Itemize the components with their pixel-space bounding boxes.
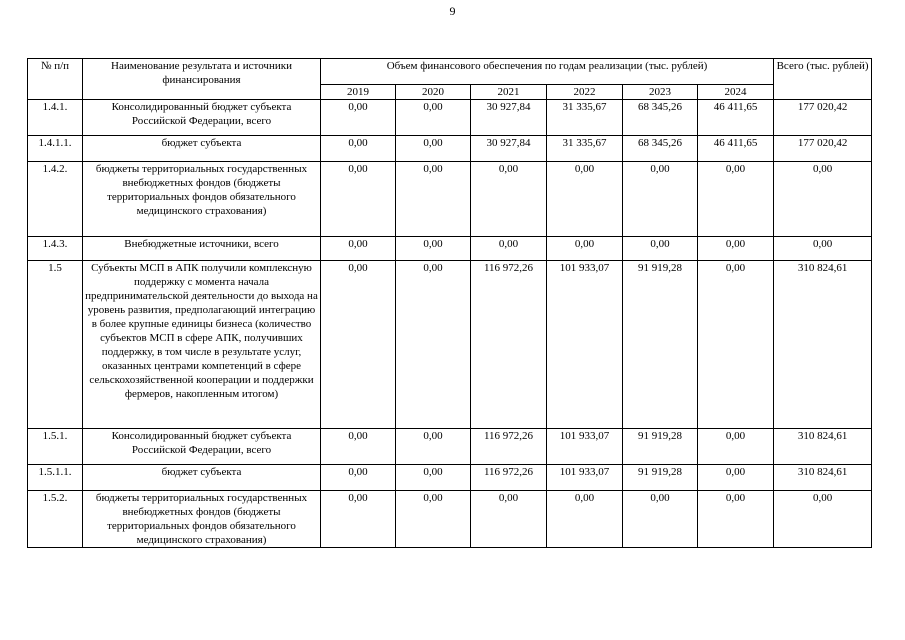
- year-value: 0,00: [396, 465, 471, 491]
- row-name: Консолидированный бюджет субъекта Российской Федерации, всего: [83, 100, 321, 136]
- header-year: 2019: [321, 85, 396, 100]
- year-value: 0,00: [698, 162, 774, 237]
- year-value: 116 972,26: [471, 465, 547, 491]
- year-value: 30 927,84: [471, 100, 547, 136]
- year-value: 0,00: [623, 237, 698, 261]
- row-name: Консолидированный бюджет субъекта Российской Федерации, всего: [83, 429, 321, 465]
- row-total: 310 824,61: [774, 261, 872, 429]
- row-number: 1.5.1.: [28, 429, 83, 465]
- table-row: [28, 162, 872, 237]
- year-value: 0,00: [396, 491, 471, 548]
- year-value: 0,00: [321, 261, 396, 429]
- year-value: 46 411,65: [698, 100, 774, 136]
- year-value: 116 972,26: [471, 261, 547, 429]
- year-value: 0,00: [396, 261, 471, 429]
- table-row: [28, 491, 872, 548]
- row-number: 1.4.1.: [28, 100, 83, 136]
- year-value: 0,00: [471, 491, 547, 548]
- header-year: 2023: [623, 85, 698, 100]
- row-total: 177 020,42: [774, 100, 872, 136]
- year-value: 31 335,67: [547, 100, 623, 136]
- header-num: № п/п: [28, 59, 83, 100]
- table-row: [28, 429, 872, 465]
- table-row: [28, 261, 872, 429]
- header-year: 2022: [547, 85, 623, 100]
- year-value: 0,00: [547, 491, 623, 548]
- row-total: 310 824,61: [774, 465, 872, 491]
- year-value: 0,00: [698, 465, 774, 491]
- table-row: [28, 237, 872, 261]
- year-value: 0,00: [396, 162, 471, 237]
- year-value: 68 345,26: [623, 100, 698, 136]
- year-value: 0,00: [623, 162, 698, 237]
- header-year: 2021: [471, 85, 547, 100]
- table-row: [28, 136, 872, 162]
- year-value: 0,00: [698, 491, 774, 548]
- header-year: 2024: [698, 85, 774, 100]
- year-value: 68 345,26: [623, 136, 698, 162]
- row-number: 1.5.2.: [28, 491, 83, 548]
- table-row: [28, 100, 872, 136]
- year-value: 0,00: [698, 237, 774, 261]
- year-value: 0,00: [396, 237, 471, 261]
- row-name: бюджет субъекта: [83, 465, 321, 491]
- row-name: Субъекты МСП в АПК получили комплексную поддержку с момента начала предпринимательской деятельности до выхода на уровень развития, предполагающий интеграцию в более крупные единицы бизнеса (количество субъектов МСП в сфере АПК, получивших поддержку, в том числе в результате услуг, оказанных центрами компетенций в сфере сельскохозяйственной кооперации и поддержки фермеров, накопленным итогом): [83, 261, 321, 429]
- year-value: 101 933,07: [547, 429, 623, 465]
- year-value: 116 972,26: [471, 429, 547, 465]
- row-number: 1.4.3.: [28, 237, 83, 261]
- year-value: 0,00: [396, 100, 471, 136]
- row-name: бюджет субъекта: [83, 136, 321, 162]
- year-value: 46 411,65: [698, 136, 774, 162]
- year-value: 0,00: [321, 429, 396, 465]
- row-number: 1.5: [28, 261, 83, 429]
- year-value: 0,00: [547, 237, 623, 261]
- row-number: 1.4.1.1.: [28, 136, 83, 162]
- row-total: 310 824,61: [774, 429, 872, 465]
- row-total: 0,00: [774, 491, 872, 548]
- year-value: 101 933,07: [547, 261, 623, 429]
- year-value: 0,00: [396, 136, 471, 162]
- year-value: 0,00: [321, 465, 396, 491]
- year-value: 101 933,07: [547, 465, 623, 491]
- year-value: 0,00: [321, 100, 396, 136]
- year-value: 91 919,28: [623, 429, 698, 465]
- year-value: 0,00: [321, 237, 396, 261]
- page-number: 9: [449, 4, 456, 18]
- year-value: 0,00: [321, 162, 396, 237]
- year-value: 0,00: [698, 261, 774, 429]
- year-value: 0,00: [623, 491, 698, 548]
- year-value: 31 335,67: [547, 136, 623, 162]
- year-value: 0,00: [321, 136, 396, 162]
- year-value: 0,00: [698, 429, 774, 465]
- row-total: 0,00: [774, 237, 872, 261]
- header-total: Всего (тыс. рублей): [774, 59, 872, 100]
- row-name: бюджеты территориальных государственных внебюджетных фондов (бюджеты территориальных фондов обязательного медицинского страхования): [83, 162, 321, 237]
- year-value: 91 919,28: [623, 261, 698, 429]
- table-row: [28, 465, 872, 491]
- financing-table: [27, 58, 872, 548]
- row-total: 177 020,42: [774, 136, 872, 162]
- year-value: 30 927,84: [471, 136, 547, 162]
- year-value: 0,00: [547, 162, 623, 237]
- header-years-group: Объем финансового обеспечения по годам реализации (тыс. рублей): [321, 59, 774, 85]
- row-name: бюджеты территориальных государственных внебюджетных фондов (бюджеты территориальных фондов обязательного медицинского страхования): [83, 491, 321, 548]
- row-number: 1.5.1.1.: [28, 465, 83, 491]
- year-value: 0,00: [471, 237, 547, 261]
- header-name: Наименование результата и источники финансирования: [83, 59, 321, 100]
- year-value: 0,00: [321, 491, 396, 548]
- header-year: 2020: [396, 85, 471, 100]
- year-value: 91 919,28: [623, 465, 698, 491]
- year-value: 0,00: [471, 162, 547, 237]
- row-name: Внебюджетные источники, всего: [83, 237, 321, 261]
- year-value: 0,00: [396, 429, 471, 465]
- row-total: 0,00: [774, 162, 872, 237]
- row-number: 1.4.2.: [28, 162, 83, 237]
